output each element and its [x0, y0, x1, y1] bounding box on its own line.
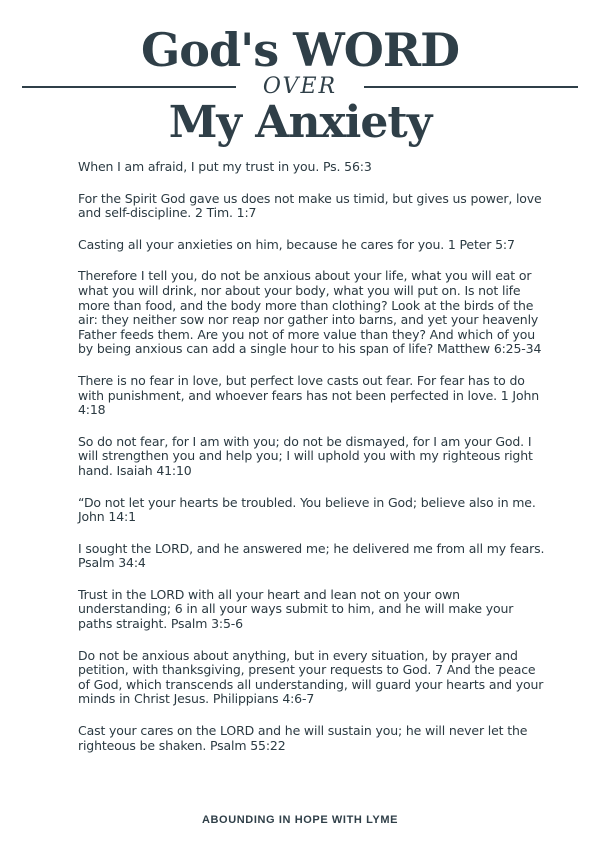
- divider-line-right: [364, 86, 578, 88]
- verse-list: [78, 160, 548, 770]
- verse-item: Do not be anxious about anything, but in every situation, by prayer and petition, with thanksgiving, present your requests to God. 7 And the peace of God, which transcends all understanding, will guard your hearts and your minds in Christ Jesus. Philippians 4:6-7: [78, 647, 544, 707]
- page-title-top: God's WORD: [141, 23, 459, 77]
- verse-item: So do not fear, for I am with you; do not be dismayed, for I am your God. I will strengthen you and help you; I will uphold you with my righteous right hand. Isaiah 41:10: [78, 433, 533, 478]
- verse-item: There is no fear in love, but perfect love casts out fear. For fear has to do with punishment, and whoever fears has not been perfected in love. 1 John 4:18: [78, 372, 539, 418]
- verse-item: For the Spirit God gave us does not make us timid, but gives us power, love and self-discipline. 2 Tim. 1:7: [78, 190, 542, 221]
- page-header: [0, 0, 600, 160]
- page-title-middle: OVER: [262, 74, 338, 99]
- verse-item: I sought the LORD, and he answered me; he delivered me from all my fears. Psalm 34:4: [78, 540, 545, 571]
- verse-item: When I am afraid, I put my trust in you. Ps. 56:3: [78, 159, 372, 174]
- verse-item: Casting all your anxieties on him, because he cares for you. 1 Peter 5:7: [78, 236, 515, 252]
- verse-item: “Do not let your hearts be troubled. You believe in God; believe also in me. John 14:1: [78, 494, 536, 525]
- verse-item: Cast your cares on the LORD and he will sustain you; he will never let the righteous be shaken. Psalm 55:22: [78, 723, 528, 753]
- verse-item: Trust in the LORD with all your heart and lean not on your own understanding; 6 in all your ways submit to him, and he will make your paths straight. Psalm 3:5-6: [78, 586, 514, 632]
- page-title-bottom: My Anxiety: [168, 97, 432, 148]
- verse-item: Therefore I tell you, do not be anxious about your life, what you will eat or what you will drink, nor about your body, what you will put on. Is not life more than food, and the body more than clothing? Look at the birds of the air: they neither sow nor reap nor gather into barns, and yet your heavenly Father feeds them. Are you not of more value than they? And which of you by being anxious can add a single hour to his span of life? Matthew 6:25-34: [78, 268, 542, 357]
- footer-brand: ABOUNDING IN HOPE WITH LYME: [201, 814, 399, 826]
